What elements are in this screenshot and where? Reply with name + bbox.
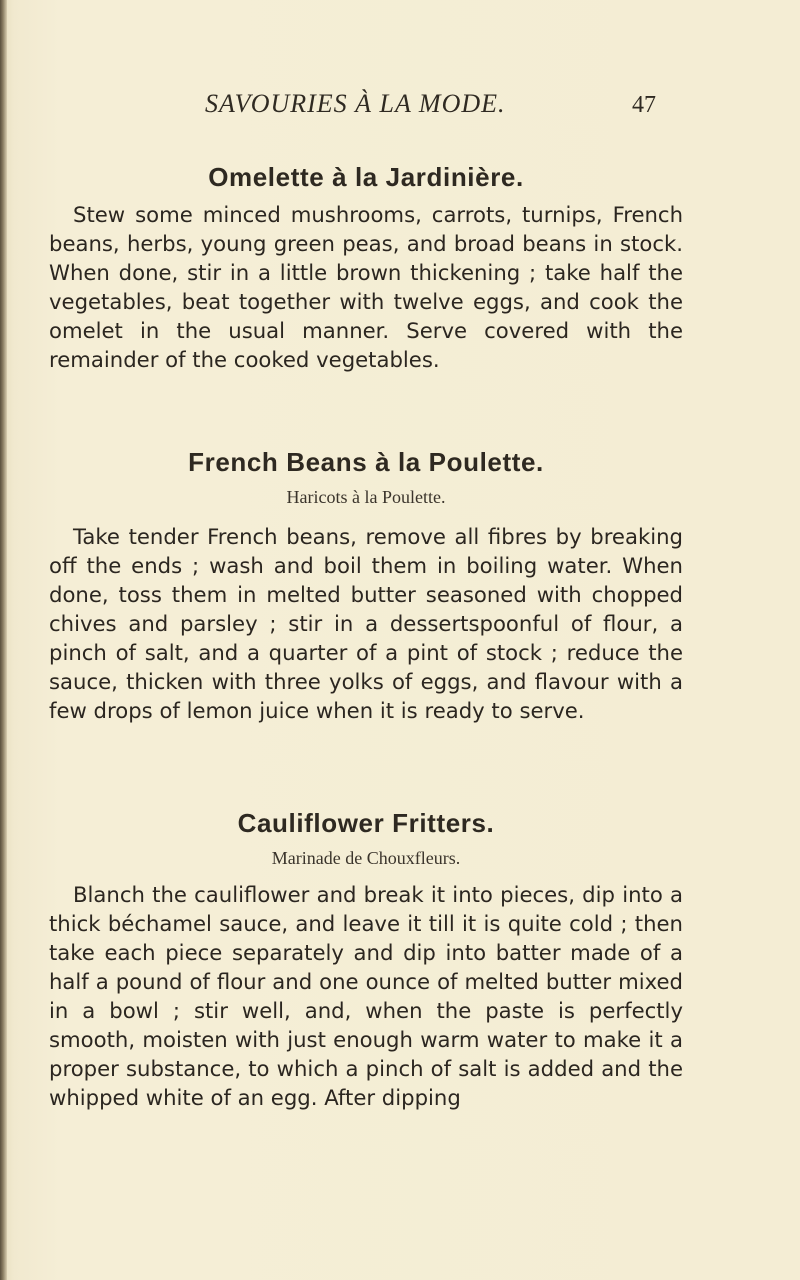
recipe-subtitle-cauliflower: Marinade de Chouxfleurs. (271, 848, 461, 868)
recipe-paragraph: Take tender French beans, remove all fibres by breaking off the ends ; wash and boil them in boiling water. When done, toss them in melted butter seasoned with chopped chives and parsley ; stir in a dessertspoonful of flour, a pinch of salt, and a quarter of a pint of stock ; reduce the sauce, thicken with three yolks of eggs, and flavour with a few drops of lemon juice when it is ready to serve. (49, 524, 683, 723)
recipe-subtitle-french-beans: Haricots à la Poulette. (286, 487, 446, 507)
recipe-paragraph: Blanch the cauliflower and break it into pieces, dip into a thick béchamel sauce, and leave it till it is quite cold ; then take each piece separately and dip into batter made of a half a pound of flour and one ounce of melted butter mixed in a bowl ; stir well, and, when the paste is perfectly smooth, moisten with just enough warm water to make it a proper substance, to which a pinch of salt is added and the whipped white of an egg. After dipping (49, 882, 683, 1110)
page-number: 47 (632, 92, 656, 118)
recipe-body-omelette (49, 200, 683, 374)
recipe-title-french-beans: French Beans à la Poulette. (188, 447, 544, 477)
recipe-title-omelette: Omelette à la Jardinière. (208, 162, 524, 192)
recipe-body-french-beans (49, 522, 683, 725)
recipe-body-cauliflower (49, 880, 683, 1112)
recipe-paragraph: Stew some minced mushrooms, carrots, turnips, French beans, herbs, young green peas, and broad beans in stock. When done, stir in a little brown thickening ; take half the vegetables, beat together with twelve eggs, and cook the omelet in the usual manner. Serve covered with the remainder of the cooked vegetables. (49, 202, 683, 372)
recipe-title-cauliflower: Cauliflower Fritters. (237, 808, 495, 838)
page-binding-edge (0, 0, 7, 1280)
running-head: SAVOURIES À LA MODE. (205, 89, 506, 118)
